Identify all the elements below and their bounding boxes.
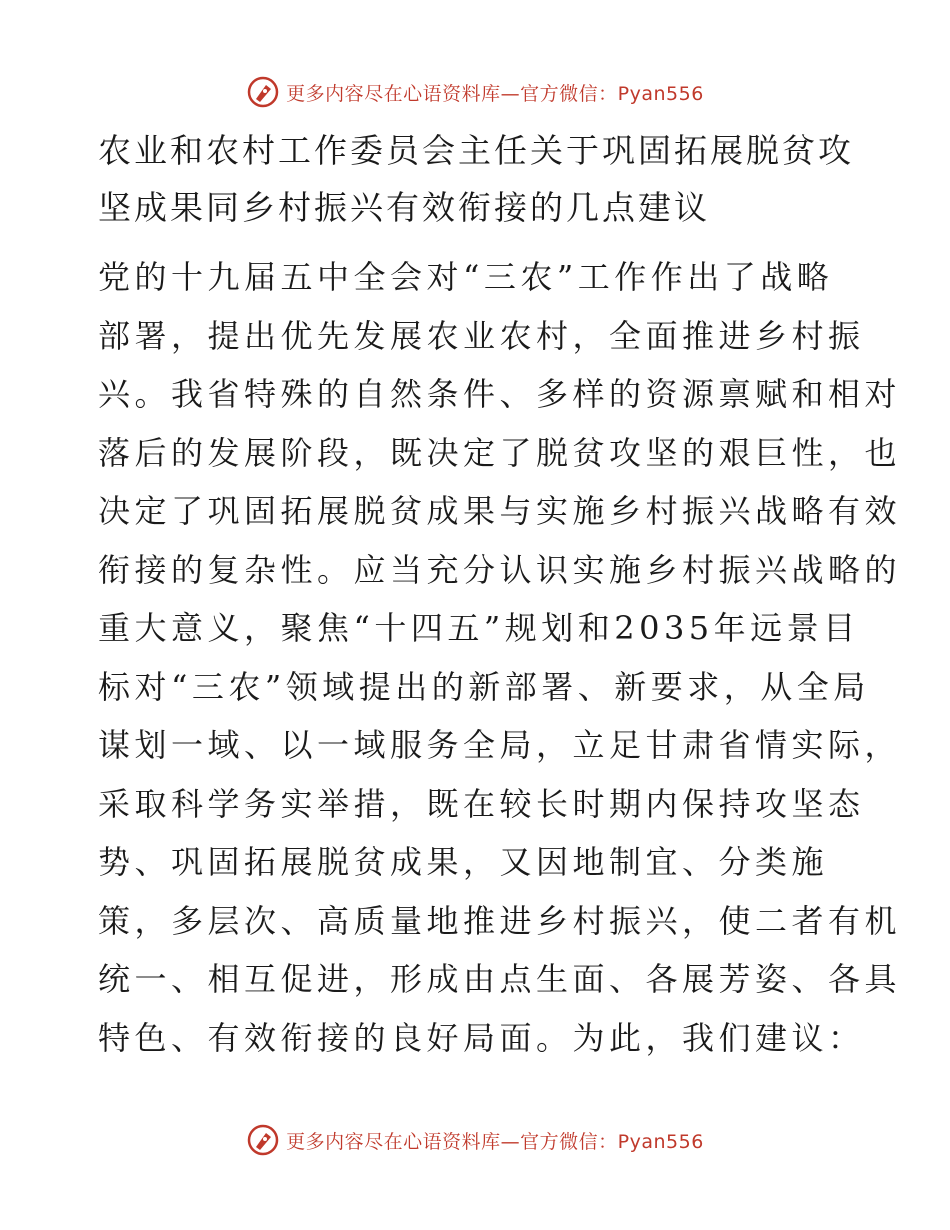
document-title: [98, 122, 858, 236]
body-line: 衔接的复杂性。应当充分认识实施乡村振兴战略的: [98, 550, 902, 589]
body-line: 落后的发展阶段，既决定了脱贫攻坚的艰巨性，也: [98, 433, 902, 472]
title-line: 坚成果同乡村振兴有效衔接的几点建议: [98, 188, 710, 227]
watermark-text: 更多内容尽在心语资料库—官方微信：Pyan556: [286, 1130, 704, 1153]
body-line: 谋划一域、以一域服务全局，立足甘肃省情实际，: [98, 726, 902, 764]
body-line: 标对“三农”领域提出的新部署、新要求，从全局: [98, 667, 870, 706]
pen-nib-icon: [246, 75, 280, 109]
body-line: 势、巩固拓展脱贫成果，又因地制宜、分类施: [98, 843, 829, 881]
watermark-footer: [0, 1120, 950, 1160]
body-line: 部署，提出优先发展农业农村，全面推进乡村振: [98, 316, 865, 355]
pen-nib-icon: [246, 1123, 280, 1157]
title-line: 农业和农村工作委员会主任关于巩固拓展脱贫攻: [98, 131, 854, 170]
body-line: 重大意义，聚焦“十四五”规划和2035年远景目: [98, 609, 860, 647]
body-line: 统一、相互促进，形成由点生面、各展芳姿、各具: [98, 960, 902, 998]
body-line: 特色、有效衔接的良好局面。为此，我们建议：: [98, 1018, 865, 1057]
body-line: 采取科学务实举措，既在较长时期内保持攻坚态: [98, 784, 865, 823]
body-line: 策，多层次、高质量地推进乡村振兴，使二者有机: [98, 901, 902, 940]
body-line: 决定了巩固拓展脱贫成果与实施乡村振兴战略有效: [98, 492, 902, 530]
body-line: 兴。我省特殊的自然条件、多样的资源禀赋和相对: [98, 375, 902, 413]
body-line: 党的十九届五中全会对“三农”工作作出了战略: [98, 258, 834, 296]
document-body: [98, 248, 902, 1067]
watermark-header: [0, 72, 950, 112]
watermark-text: 更多内容尽在心语资料库—官方微信：Pyan556: [286, 82, 704, 105]
